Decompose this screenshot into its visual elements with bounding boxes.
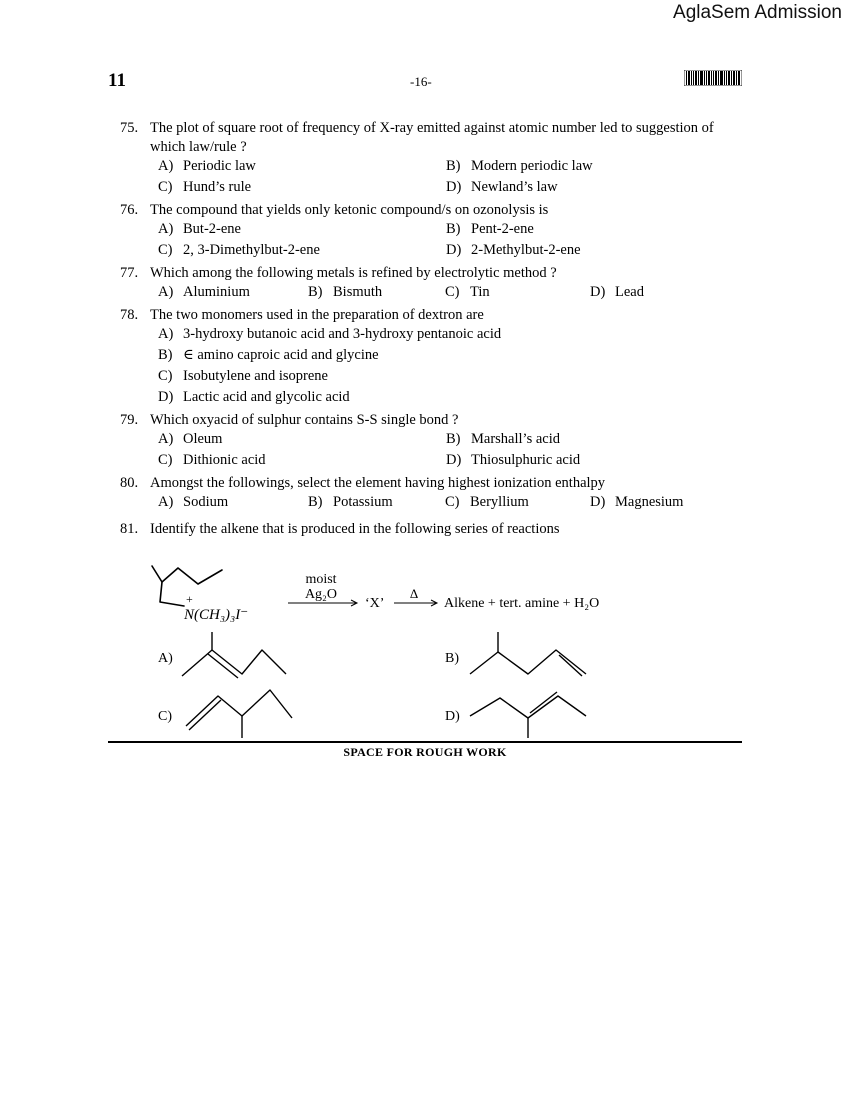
heat-label: Δ [409,586,419,601]
structure-option-c [186,690,292,738]
page-number: -16- [410,74,432,89]
option-a: A) Sodium [158,494,229,510]
question-number: 80. [120,475,139,491]
option-d: D) Newland’s law [446,179,558,195]
watermark: AglaSem Admission [673,2,842,23]
question-text: Which among the following metals is refined by electrolytic method ? [150,265,557,281]
charge-label: + [186,592,193,606]
structure-option-c-label: C) [158,709,172,724]
question-number: 81. [120,521,139,537]
reaction-scheme [140,558,700,743]
reagent-bottom: Ag₂O [304,587,338,602]
option-b: B) Pent-2-ene [446,221,534,237]
option-c: C) 2, 3-Dimethylbut-2-ene [158,242,320,258]
option-c: C) Dithionic acid [158,452,266,468]
option-a: A) Oleum [158,431,223,447]
question-number: 76. [120,202,139,218]
option-b: B) ∈ amino caproic acid and glycine [158,347,379,363]
question-number: 77. [120,265,139,281]
option-b: B) Potassium [308,494,393,510]
structure-option-a-label: A) [158,651,173,666]
barcode-icon [684,70,742,86]
question-text: The compound that yields only ketonic compound/s on ozonolysis is [150,202,549,218]
page-header [108,70,742,94]
rough-work-divider [108,741,742,743]
option-c: C) Tin [445,284,490,300]
question-text: The plot of square root of frequency of X-ray emitted against atomic number led to suggestion of which law/rule ? [150,120,714,155]
option-d: D) Lactic acid and glycolic acid [158,389,350,405]
option-c: C) Hund’s rule [158,179,252,195]
intermediate-label: ‘X’ [365,596,385,611]
option-d: D) Thiosulphuric acid [446,452,581,468]
option-b: B) Bismuth [308,284,383,300]
products-label: Alkene + tert. amine + H₂O [444,596,600,611]
question-number: 75. [120,120,139,136]
option-c: C) Beryllium [445,494,529,510]
question-81 [120,520,750,539]
structure-option-d-label: D) [445,709,460,724]
page-code: 11 [108,70,126,91]
question-80 [120,474,750,514]
option-a: A) 3-hydroxy butanoic acid and 3-hydroxy pentanoic acid [158,326,502,342]
question-list [120,119,750,541]
option-b: B) Marshall’s acid [446,431,560,447]
rough-work-label: SPACE FOR ROUGH WORK [343,745,507,759]
option-d: D) Magnesium [590,494,684,510]
question-text: Which oxyacid of sulphur contains S-S single bond ? [150,412,459,428]
question-text: Identify the alkene that is produced in the following series of reactions [150,521,560,537]
question-77 [120,264,750,304]
question-75 [120,119,750,199]
question-number: 78. [120,307,139,323]
option-b: B) Modern periodic law [446,158,593,174]
option-a: A) Periodic law [158,158,256,174]
question-text: The two monomers used in the preparation of dextron are [150,307,484,323]
reagent-top: moist [305,572,337,587]
option-a: A) Aluminium [158,284,250,300]
question-78 [120,306,750,409]
question-79 [120,411,750,472]
structure-option-b-label: B) [445,651,459,666]
structure-option-d [470,692,586,738]
question-76 [120,201,750,262]
structure-option-a [182,632,286,678]
option-d: D) 2-Methylbut-2-ene [446,242,581,258]
structure-option-b [470,632,586,676]
question-number: 79. [120,412,139,428]
option-d: D) Lead [590,284,644,300]
question-text: Amongst the followings, select the element having highest ionization enthalpy [150,475,606,491]
option-a: A) But-2-ene [158,221,241,237]
option-c: C) Isobutylene and isoprene [158,368,328,384]
substituent-label: N(CH₃)₃I⁻ [184,607,249,623]
